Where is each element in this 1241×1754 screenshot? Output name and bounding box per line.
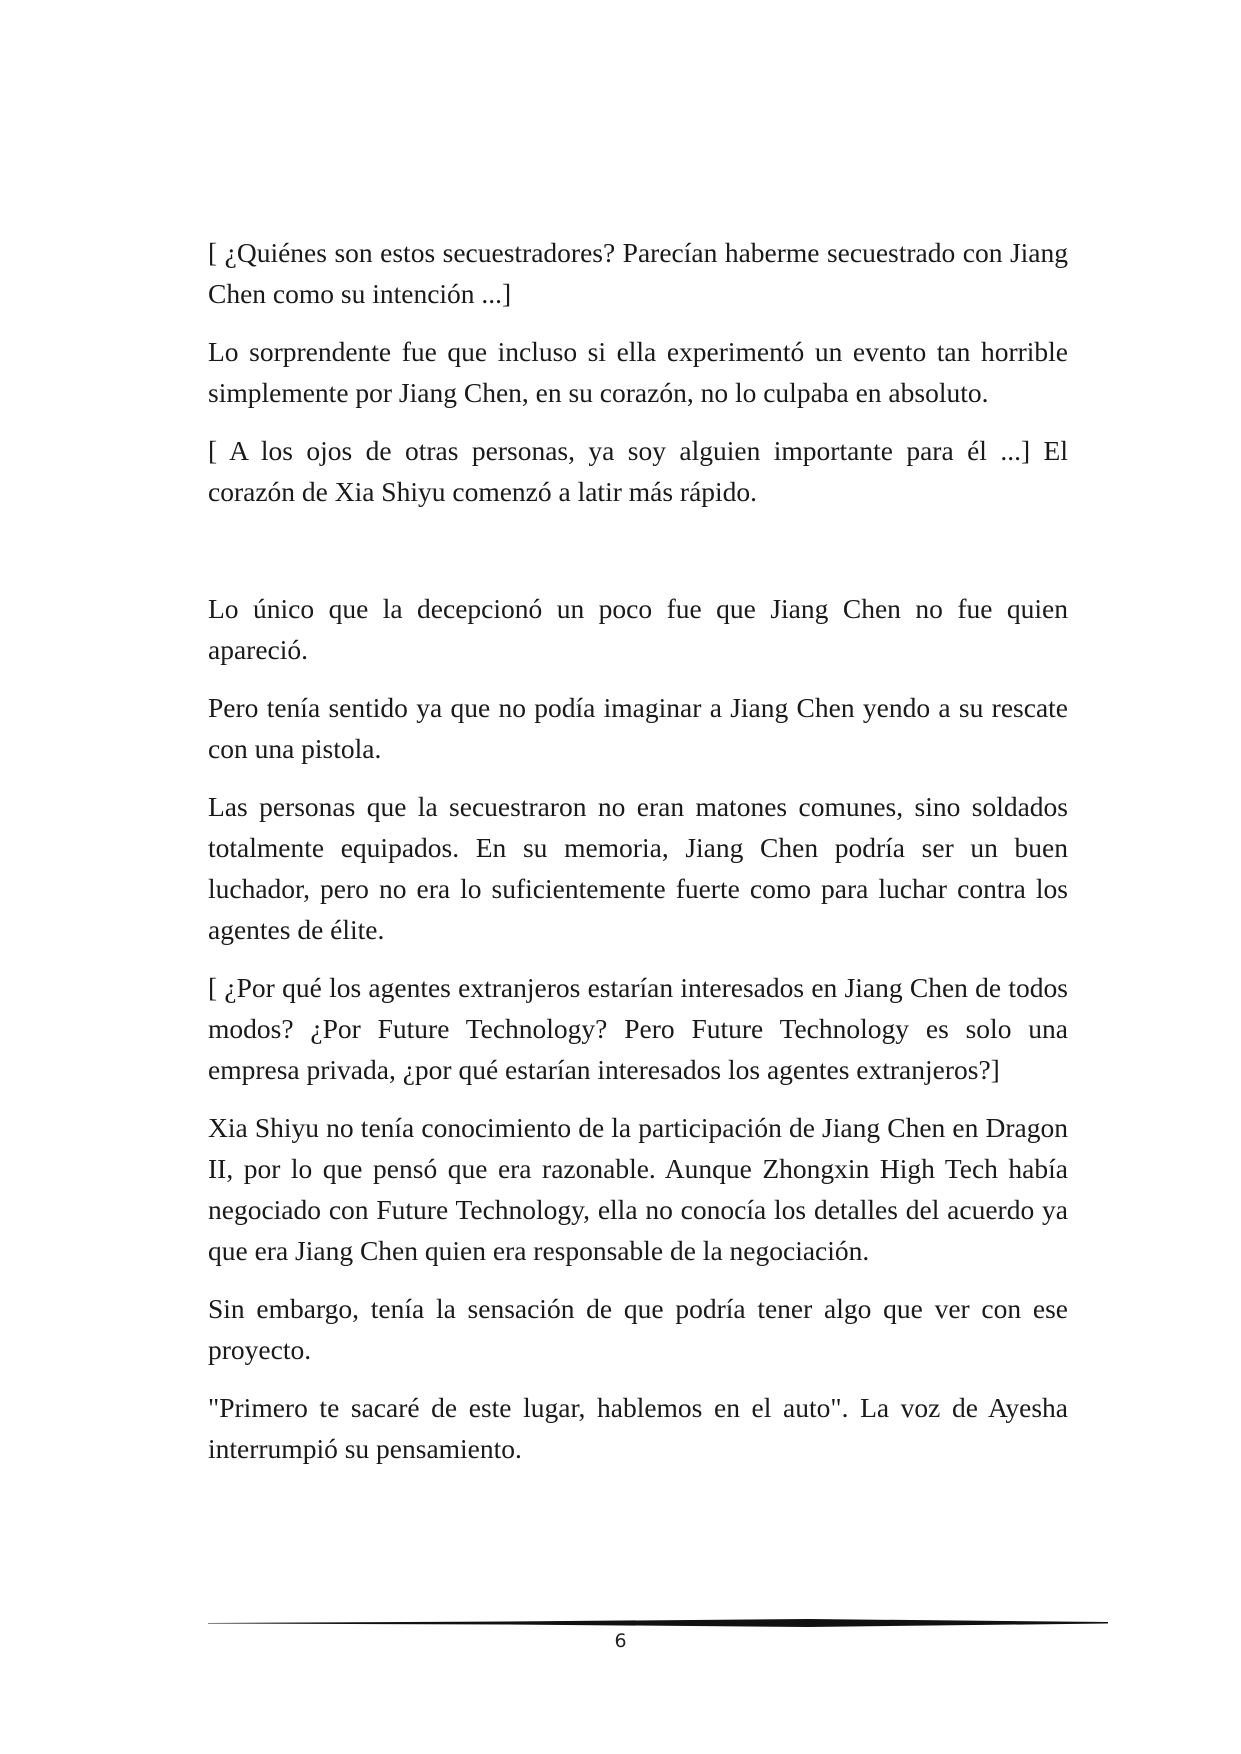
paragraph-5: Pero tenía sentido ya que no podía imaginar a Jiang Chen yendo a su rescate con una pistola. — [208, 692, 1068, 764]
paragraph-3: [ A los ojos de otras personas, ya soy alguien importante para él ...] El corazón de Xia Shiyu comenzó a latir más rápido. — [208, 435, 1068, 507]
paragraph-6: Las personas que la secuestraron no eran matones comunes, sino soldados totalmente equipados. En su memoria, Jiang Chen podría ser un buen luchador, pero no era lo suficientemente fuerte como para luchar contra los agentes de élite. — [208, 791, 1068, 945]
page-number: 6 — [614, 1630, 627, 1652]
paragraph-1: [ ¿Quiénes son estos secuestradores? Parecían haberme secuestrado con Jiang Chen como su intención ...] — [208, 237, 1068, 309]
paragraph-4: Lo único que la decepcionó un poco fue que Jiang Chen no fue quien apareció. — [208, 593, 1068, 665]
paragraph-2: Lo sorprendente fue que incluso si ella experimentó un evento tan horrible simplemente por Jiang Chen, en su corazón, no lo culpaba en absoluto. — [208, 336, 1068, 408]
paragraph-8: Xia Shiyu no tenía conocimiento de la participación de Jiang Chen en Dragon II, por lo que pensó que era razonable. Aunque Zhongxin High Tech había negociado con Future Technology, ella no conocía los detalles del acuerdo ya que era Jiang Chen quien era responsable de la negociación. — [208, 1112, 1068, 1266]
paragraph-10: "Primero te sacaré de este lugar, hablemos en el auto". La voz de Ayesha interrumpió su pensamiento. — [208, 1392, 1068, 1464]
body-text — [208, 232, 1068, 1486]
footer-rule — [208, 1618, 1108, 1628]
paragraph-7: [ ¿Por qué los agentes extranjeros estarían interesados en Jiang Chen de todos modos? ¿Por Future Technology? Pero Future Technology es solo una empresa privada, ¿por qué estarían interesados los agentes extranjeros?] — [208, 972, 1068, 1085]
paragraph-9: Sin embargo, tenía la sensación de que podría tener algo que ver con ese proyecto. — [208, 1293, 1068, 1365]
